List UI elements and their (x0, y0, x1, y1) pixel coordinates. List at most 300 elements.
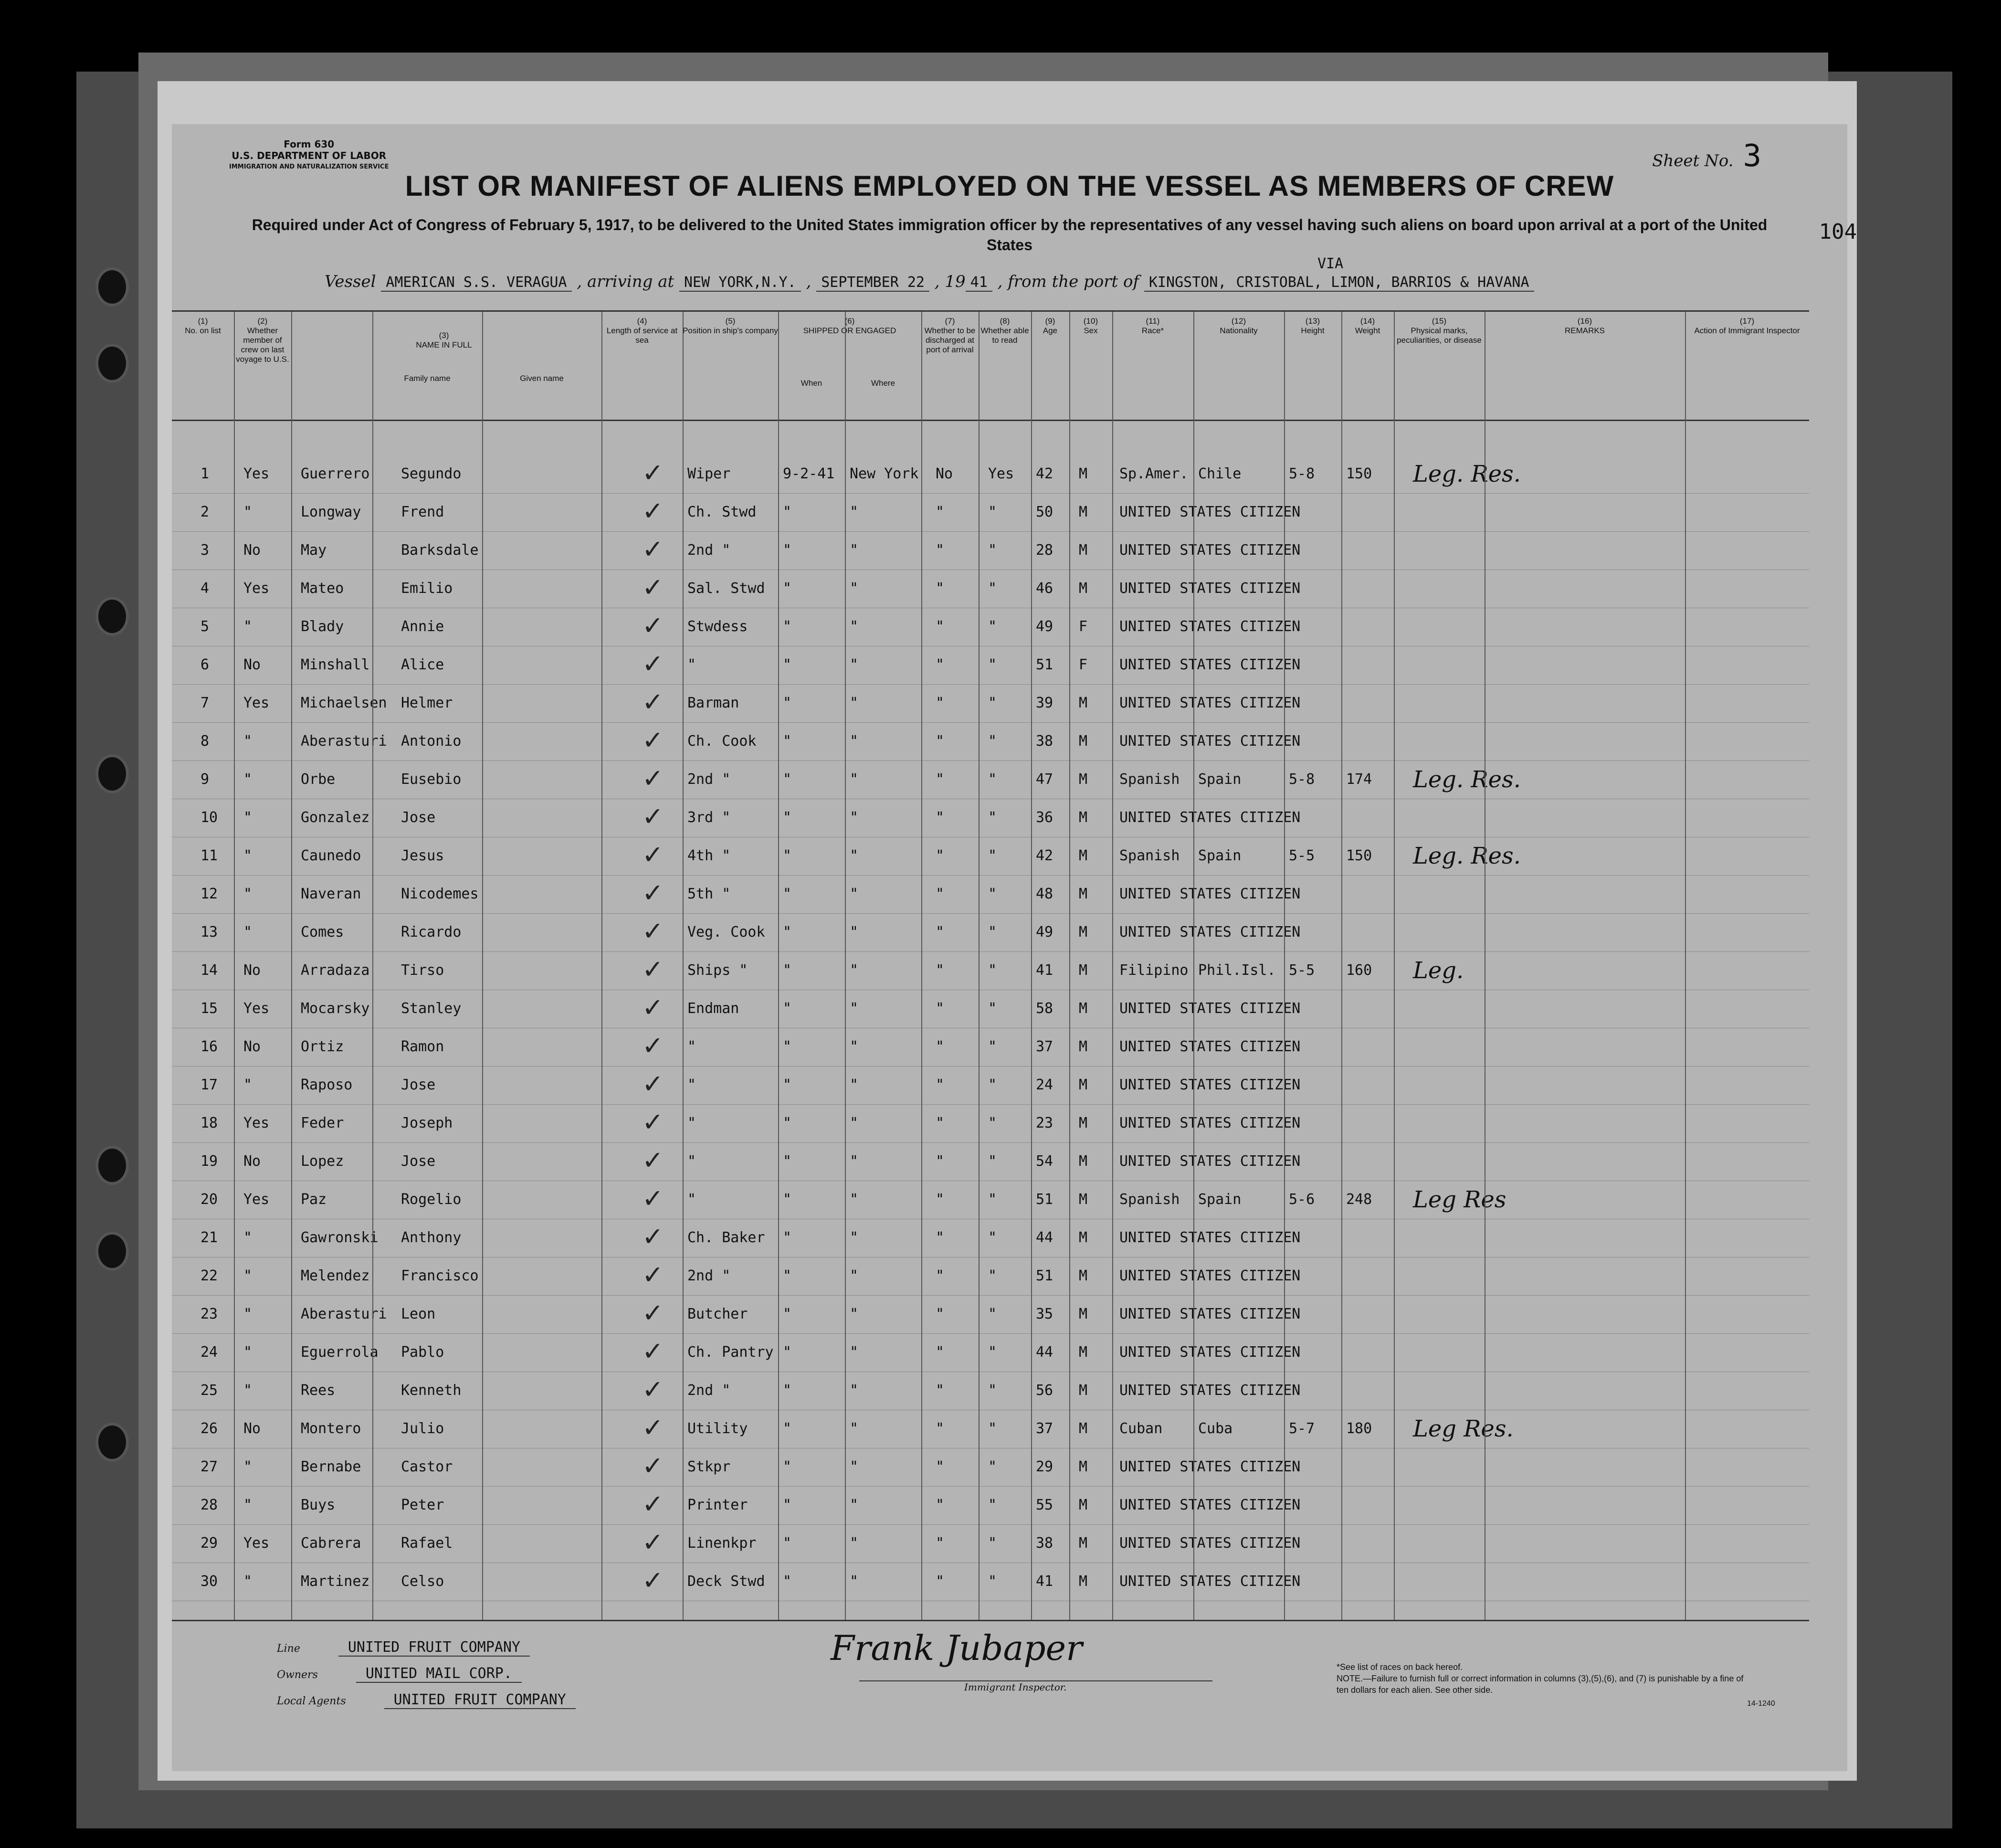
age: 42 (1036, 847, 1053, 864)
table-row (172, 1257, 1809, 1296)
column-rule (1069, 312, 1070, 1620)
shipped-when: " (783, 1306, 792, 1322)
checkmark-icon: ✓ (642, 1107, 664, 1137)
column-rule (601, 312, 602, 1620)
discharged: " (936, 1458, 945, 1475)
age: 35 (1036, 1306, 1053, 1322)
physical-marks: Leg Res. (1413, 1415, 1514, 1442)
family-name: Martinez (301, 1573, 370, 1590)
table-row (172, 1219, 1809, 1257)
race: UNITED STATES CITIZEN (1119, 695, 1301, 711)
table-row (172, 1142, 1809, 1181)
shipped-where: " (850, 1115, 859, 1131)
table-row (172, 1486, 1809, 1525)
sheet-number (1652, 138, 1761, 174)
age: 51 (1036, 656, 1053, 673)
discharged: " (936, 656, 945, 673)
family-name: Gonzalez (301, 809, 370, 826)
checkmark-icon: ✓ (642, 725, 664, 755)
family-name: Raposo (301, 1077, 353, 1093)
from-label: , from the port of (997, 272, 1139, 291)
race: UNITED STATES CITIZEN (1119, 1382, 1301, 1399)
weight: 150 (1346, 847, 1372, 864)
able-to-read: " (988, 1573, 997, 1590)
checkmark-icon: ✓ (642, 1413, 664, 1443)
column-rule (372, 312, 373, 1620)
sex: M (1079, 1573, 1088, 1590)
race: UNITED STATES CITIZEN (1119, 504, 1301, 520)
given-name: Castor (401, 1458, 453, 1475)
height: 5-8 (1289, 465, 1315, 482)
shipped-where: " (850, 1497, 859, 1513)
column-header (1112, 317, 1193, 336)
sex: M (1079, 886, 1088, 902)
column-rule (1284, 312, 1285, 1620)
sex: M (1079, 580, 1088, 597)
column-header (172, 317, 234, 336)
age: 51 (1036, 1191, 1053, 1208)
shipped-when: 9-2-41 (783, 465, 835, 482)
position: " (687, 1115, 696, 1131)
checkmark-icon: ✓ (642, 1222, 664, 1252)
sex: M (1079, 1038, 1088, 1055)
given-name: Anthony (401, 1229, 462, 1246)
shipped-when: " (783, 1000, 792, 1017)
able-to-read: " (988, 1535, 997, 1552)
shipped-when: " (783, 1344, 792, 1361)
sex: M (1079, 924, 1088, 940)
agents-value: UNITED FRUIT COMPANY (384, 1691, 576, 1709)
height: 5-7 (1289, 1420, 1315, 1437)
nationality: Phil.Isl. (1198, 962, 1276, 979)
row-number: 19 (200, 1153, 218, 1170)
shipped-where: " (850, 809, 859, 826)
vessel-label: Vessel (325, 272, 376, 291)
table-row (172, 1333, 1809, 1372)
shipped-where: " (850, 656, 859, 673)
family-name: Lopez (301, 1153, 344, 1170)
nationality: Spain (1198, 847, 1242, 864)
given-name: Tirso (401, 962, 444, 979)
crew-last-voyage: No (243, 1038, 261, 1055)
column-number: (14) (1360, 317, 1375, 326)
column-rule (1031, 312, 1032, 1620)
sex: M (1079, 1458, 1088, 1475)
weight: 160 (1346, 962, 1372, 979)
discharged: " (936, 618, 945, 635)
age: 38 (1036, 1535, 1053, 1552)
sex: M (1079, 1344, 1088, 1361)
position: Veg. Cook (687, 924, 765, 940)
column-number: (4) (637, 317, 647, 326)
race: UNITED STATES CITIZEN (1119, 886, 1301, 902)
arriving-label: , arriving at (577, 272, 674, 291)
able-to-read: " (988, 695, 997, 711)
shipped-where: " (850, 580, 859, 597)
manifest-table (172, 310, 1809, 1621)
sex: M (1079, 809, 1088, 826)
given-name: Pablo (401, 1344, 444, 1361)
form-code: 14-1240 (1747, 1700, 1775, 1708)
shipped-where: " (850, 695, 859, 711)
column-label: Weight (1355, 326, 1380, 335)
family-name: Caunedo (301, 847, 361, 864)
shipped-where: " (850, 771, 859, 788)
race: UNITED STATES CITIZEN (1119, 1344, 1301, 1361)
race: UNITED STATES CITIZEN (1119, 580, 1301, 597)
checkmark-icon: ✓ (642, 840, 664, 870)
position: 2nd " (687, 1267, 731, 1284)
given-name: Peter (401, 1497, 444, 1513)
able-to-read: " (988, 1191, 997, 1208)
position: Barman (687, 695, 739, 711)
race: UNITED STATES CITIZEN (1119, 1115, 1301, 1131)
able-to-read: " (988, 1229, 997, 1246)
row-number: 16 (200, 1038, 218, 1055)
age: 48 (1036, 886, 1053, 902)
physical-marks: Leg Res (1413, 1186, 1506, 1213)
given-name: Jesus (401, 847, 444, 864)
crew-last-voyage: Yes (243, 1000, 270, 1017)
race: Spanish (1119, 1191, 1180, 1208)
race: UNITED STATES CITIZEN (1119, 1497, 1301, 1513)
discharged: " (936, 1115, 945, 1131)
row-number: 28 (200, 1497, 218, 1513)
checkmark-icon: ✓ (642, 1298, 664, 1328)
arrival-date: SEPTEMBER 22 (816, 274, 929, 292)
weight: 180 (1346, 1420, 1372, 1437)
age: 24 (1036, 1077, 1053, 1093)
column-header (778, 379, 845, 388)
race: UNITED STATES CITIZEN (1119, 618, 1301, 635)
discharged: " (936, 1267, 945, 1284)
manifest-page (172, 124, 1857, 1771)
able-to-read: " (988, 1344, 997, 1361)
row-number: 4 (200, 580, 210, 597)
shipped-when: " (783, 1420, 792, 1437)
shipped-when: " (783, 1535, 792, 1552)
table-row (172, 799, 1809, 837)
line-label: Line (277, 1643, 300, 1655)
discharged: " (936, 1077, 945, 1093)
discharged: No (936, 465, 953, 482)
race: Spanish (1119, 847, 1180, 864)
shipped-where: " (850, 1077, 859, 1093)
column-label: Physical marks, peculiarities, or disease (1397, 326, 1482, 345)
crew-last-voyage: " (243, 504, 253, 520)
sex: M (1079, 847, 1088, 864)
table-row (172, 570, 1809, 608)
row-number: 9 (200, 771, 210, 788)
shipped-when: " (783, 504, 792, 520)
age: 56 (1036, 1382, 1053, 1399)
checkmark-icon: ✓ (642, 763, 664, 793)
inspector-label: Immigrant Inspector. (859, 1680, 1212, 1693)
family-name: Aberasturi (301, 1306, 387, 1322)
family-name: Michaelsen (301, 695, 387, 711)
column-header (921, 317, 979, 355)
column-number: (9) (1045, 317, 1055, 326)
shipped-where: " (850, 924, 859, 940)
physical-marks: Leg. Res. (1413, 843, 1521, 869)
row-number: 6 (200, 656, 210, 673)
family-name: Rees (301, 1382, 336, 1399)
checkmark-icon: ✓ (642, 1145, 664, 1175)
weight: 248 (1346, 1191, 1372, 1208)
nationality: Spain (1198, 771, 1242, 788)
crew-last-voyage: " (243, 1458, 253, 1475)
column-label: No. on list (185, 326, 221, 335)
discharged: " (936, 809, 945, 826)
column-label: Where (871, 379, 895, 388)
discharged: " (936, 1191, 945, 1208)
height: 5-5 (1289, 847, 1315, 864)
shipped-where: " (850, 1191, 859, 1208)
punch-hole (95, 754, 129, 793)
punch-hole (95, 1423, 129, 1462)
given-name: Francisco (401, 1267, 479, 1284)
arriving-port: NEW YORK,N.Y. (679, 274, 801, 292)
sex: F (1079, 656, 1088, 673)
checkmark-icon: ✓ (642, 1336, 664, 1366)
shipped-where: " (850, 504, 859, 520)
age: 41 (1036, 962, 1053, 979)
table-row (172, 646, 1809, 685)
shipped-where: New York (850, 465, 919, 482)
sex: M (1079, 1077, 1088, 1093)
age: 49 (1036, 618, 1053, 635)
column-label: Whether to be discharged at port of arrival (924, 326, 976, 354)
discharged: " (936, 504, 945, 520)
race: UNITED STATES CITIZEN (1119, 1000, 1301, 1017)
nationality: Cuba (1198, 1420, 1233, 1437)
column-label: Whether member of crew on last voyage to U.S. (236, 326, 289, 364)
family-name: Paz (301, 1191, 327, 1208)
vessel-name: AMERICAN S.S. VERAGUA (381, 274, 571, 292)
able-to-read: " (988, 1000, 997, 1017)
sex: M (1079, 1153, 1088, 1170)
age: 47 (1036, 771, 1053, 788)
height: 5-8 (1289, 771, 1315, 788)
physical-marks: Leg. Res. (1413, 766, 1521, 793)
column-label: Position in ship's company (683, 326, 778, 335)
shipped-when: " (783, 1497, 792, 1513)
shipped-when: " (783, 656, 792, 673)
row-number: 17 (200, 1077, 218, 1093)
column-header (601, 317, 683, 345)
given-name: Rogelio (401, 1191, 462, 1208)
crew-last-voyage: " (243, 618, 253, 635)
nationality: Spain (1198, 1191, 1242, 1208)
table-row (172, 1181, 1809, 1219)
shipped-when: " (783, 962, 792, 979)
position: Linenkpr (687, 1535, 757, 1552)
column-number: (2) (257, 317, 268, 326)
table-row (172, 455, 1809, 494)
checkmark-icon: ✓ (642, 1527, 664, 1557)
column-label: NAME IN FULL (416, 340, 472, 349)
sex: M (1079, 1229, 1088, 1246)
punch-hole (95, 267, 129, 306)
column-rule (1193, 312, 1194, 1620)
races-note: *See list of races on back hereof. (1337, 1662, 1463, 1672)
column-label: When (800, 379, 822, 388)
row-number: 29 (200, 1535, 218, 1552)
shipped-where: " (850, 542, 859, 559)
column-rule (1112, 312, 1113, 1620)
nationality: Chile (1198, 465, 1242, 482)
family-name: Cabrera (301, 1535, 361, 1552)
checkmark-icon: ✓ (642, 916, 664, 946)
column-number: (10) (1083, 317, 1098, 326)
table-row (172, 875, 1809, 914)
shipped-when: " (783, 1077, 792, 1093)
race: UNITED STATES CITIZEN (1119, 542, 1301, 559)
page-title: LIST OR MANIFEST OF ALIENS EMPLOYED ON THE VESSEL AS MEMBERS OF CREW (405, 170, 1614, 202)
given-name: Barksdale (401, 542, 479, 559)
family-name: Minshall (301, 656, 370, 673)
column-number: (11) (1146, 317, 1160, 326)
vessel-line: Vessel AMERICAN S.S. VERAGUA , arriving at NEW YORK,N.Y. , SEPTEMBER 22 , 19 41 , from the port of KINGSTON, CRISTOBAL, LIMON, BARRIOS & HAVANA (325, 272, 1534, 291)
sex: M (1079, 504, 1088, 520)
position: Wiper (687, 465, 731, 482)
row-number: 21 (200, 1229, 218, 1246)
able-to-read: " (988, 1382, 997, 1399)
shipped-where: " (850, 1229, 859, 1246)
position: Deck Stwd (687, 1573, 765, 1590)
given-name: Celso (401, 1573, 444, 1590)
shipped-where: " (850, 1267, 859, 1284)
family-name: Feder (301, 1115, 344, 1131)
shipped-when: " (783, 1153, 792, 1170)
checkmark-icon: ✓ (642, 458, 664, 488)
family-name: Melendez (301, 1267, 370, 1284)
arrival-year: 41 (966, 274, 992, 292)
column-header (1685, 317, 1809, 336)
column-header (482, 374, 601, 383)
race: UNITED STATES CITIZEN (1119, 1535, 1301, 1552)
checkmark-icon: ✓ (642, 649, 664, 679)
able-to-read: " (988, 1115, 997, 1131)
column-label: Action of Immigrant Inspector (1694, 326, 1800, 335)
discharged: " (936, 924, 945, 940)
given-name: Stanley (401, 1000, 462, 1017)
discharged: " (936, 1344, 945, 1361)
discharged: " (936, 1497, 945, 1513)
family-name: Longway (301, 504, 361, 520)
sex: M (1079, 695, 1088, 711)
age: 49 (1036, 924, 1053, 940)
row-number: 13 (200, 924, 218, 940)
shipped-when: " (783, 580, 792, 597)
shipped-where: " (850, 1382, 859, 1399)
checkmark-icon: ✓ (642, 572, 664, 602)
form-header (229, 138, 389, 173)
checkmark-icon: ✓ (642, 687, 664, 717)
crew-last-voyage: Yes (243, 1115, 270, 1131)
column-rule (234, 312, 235, 1620)
discharged: " (936, 542, 945, 559)
row-number: 12 (200, 886, 218, 902)
page-subtitle: Required under Act of Congress of February 5, 1917, to be delivered to the United States immigration officer by the representatives of any vessel having such aliens on board upon arrival at a port of the United States (252, 216, 1768, 253)
column-header (778, 317, 921, 336)
row-number: 24 (200, 1344, 218, 1361)
race: UNITED STATES CITIZEN (1119, 1458, 1301, 1475)
column-number: (13) (1305, 317, 1320, 326)
able-to-read: " (988, 1306, 997, 1322)
given-name: Antonio (401, 733, 462, 750)
column-rule (482, 312, 483, 1620)
shipped-where: " (850, 1458, 859, 1475)
column-number: (6) (844, 317, 855, 326)
position: Ch. Baker (687, 1229, 765, 1246)
shipped-where: " (850, 1344, 859, 1361)
crew-last-voyage: Yes (243, 1191, 270, 1208)
position: Butcher (687, 1306, 748, 1322)
shipped-when: " (783, 886, 792, 902)
sex: M (1079, 1000, 1088, 1017)
age: 38 (1036, 733, 1053, 750)
position: 2nd " (687, 771, 731, 788)
race: UNITED STATES CITIZEN (1119, 656, 1301, 673)
crew-last-voyage: Yes (243, 465, 270, 482)
column-label: Whether able to read (980, 326, 1029, 345)
race: UNITED STATES CITIZEN (1119, 809, 1301, 826)
punch-hole (95, 597, 129, 636)
column-header (1341, 317, 1394, 336)
given-name: Joseph (401, 1115, 453, 1131)
shipped-when: " (783, 924, 792, 940)
punch-hole (95, 1146, 129, 1185)
table-row (172, 990, 1809, 1028)
row-number: 15 (200, 1000, 218, 1017)
age: 55 (1036, 1497, 1053, 1513)
family-name: Mocarsky (301, 1000, 370, 1017)
sex: M (1079, 771, 1088, 788)
sheet-label: Sheet No. (1652, 151, 1734, 170)
height: 5-5 (1289, 962, 1315, 979)
notes (1337, 1661, 1757, 1696)
table-row (172, 951, 1809, 990)
table-row (172, 1028, 1809, 1067)
column-header (845, 379, 921, 388)
crew-last-voyage: " (243, 1306, 253, 1322)
table-row (172, 493, 1809, 532)
table-row (172, 1104, 1809, 1143)
discharged: " (936, 771, 945, 788)
table-row (172, 837, 1809, 876)
sex: F (1079, 618, 1088, 635)
column-number: (3) (439, 331, 449, 340)
table-row (172, 1563, 1809, 1601)
discharged: " (936, 1573, 945, 1590)
age: 37 (1036, 1420, 1053, 1437)
sex: M (1079, 1306, 1088, 1322)
family-name: Comes (301, 924, 344, 940)
row-number: 7 (200, 695, 210, 711)
column-rule (1685, 312, 1686, 1620)
race: UNITED STATES CITIZEN (1119, 1306, 1301, 1322)
given-name: Segundo (401, 465, 462, 482)
physical-marks: Leg. Res. (1413, 461, 1521, 487)
discharged: " (936, 1306, 945, 1322)
position: Utility (687, 1420, 748, 1437)
column-label: SHIPPED OR ENGAGED (803, 326, 896, 335)
crew-last-voyage: " (243, 809, 253, 826)
checkmark-icon: ✓ (642, 1489, 664, 1519)
column-number: (15) (1432, 317, 1447, 326)
column-rule (1341, 312, 1342, 1620)
